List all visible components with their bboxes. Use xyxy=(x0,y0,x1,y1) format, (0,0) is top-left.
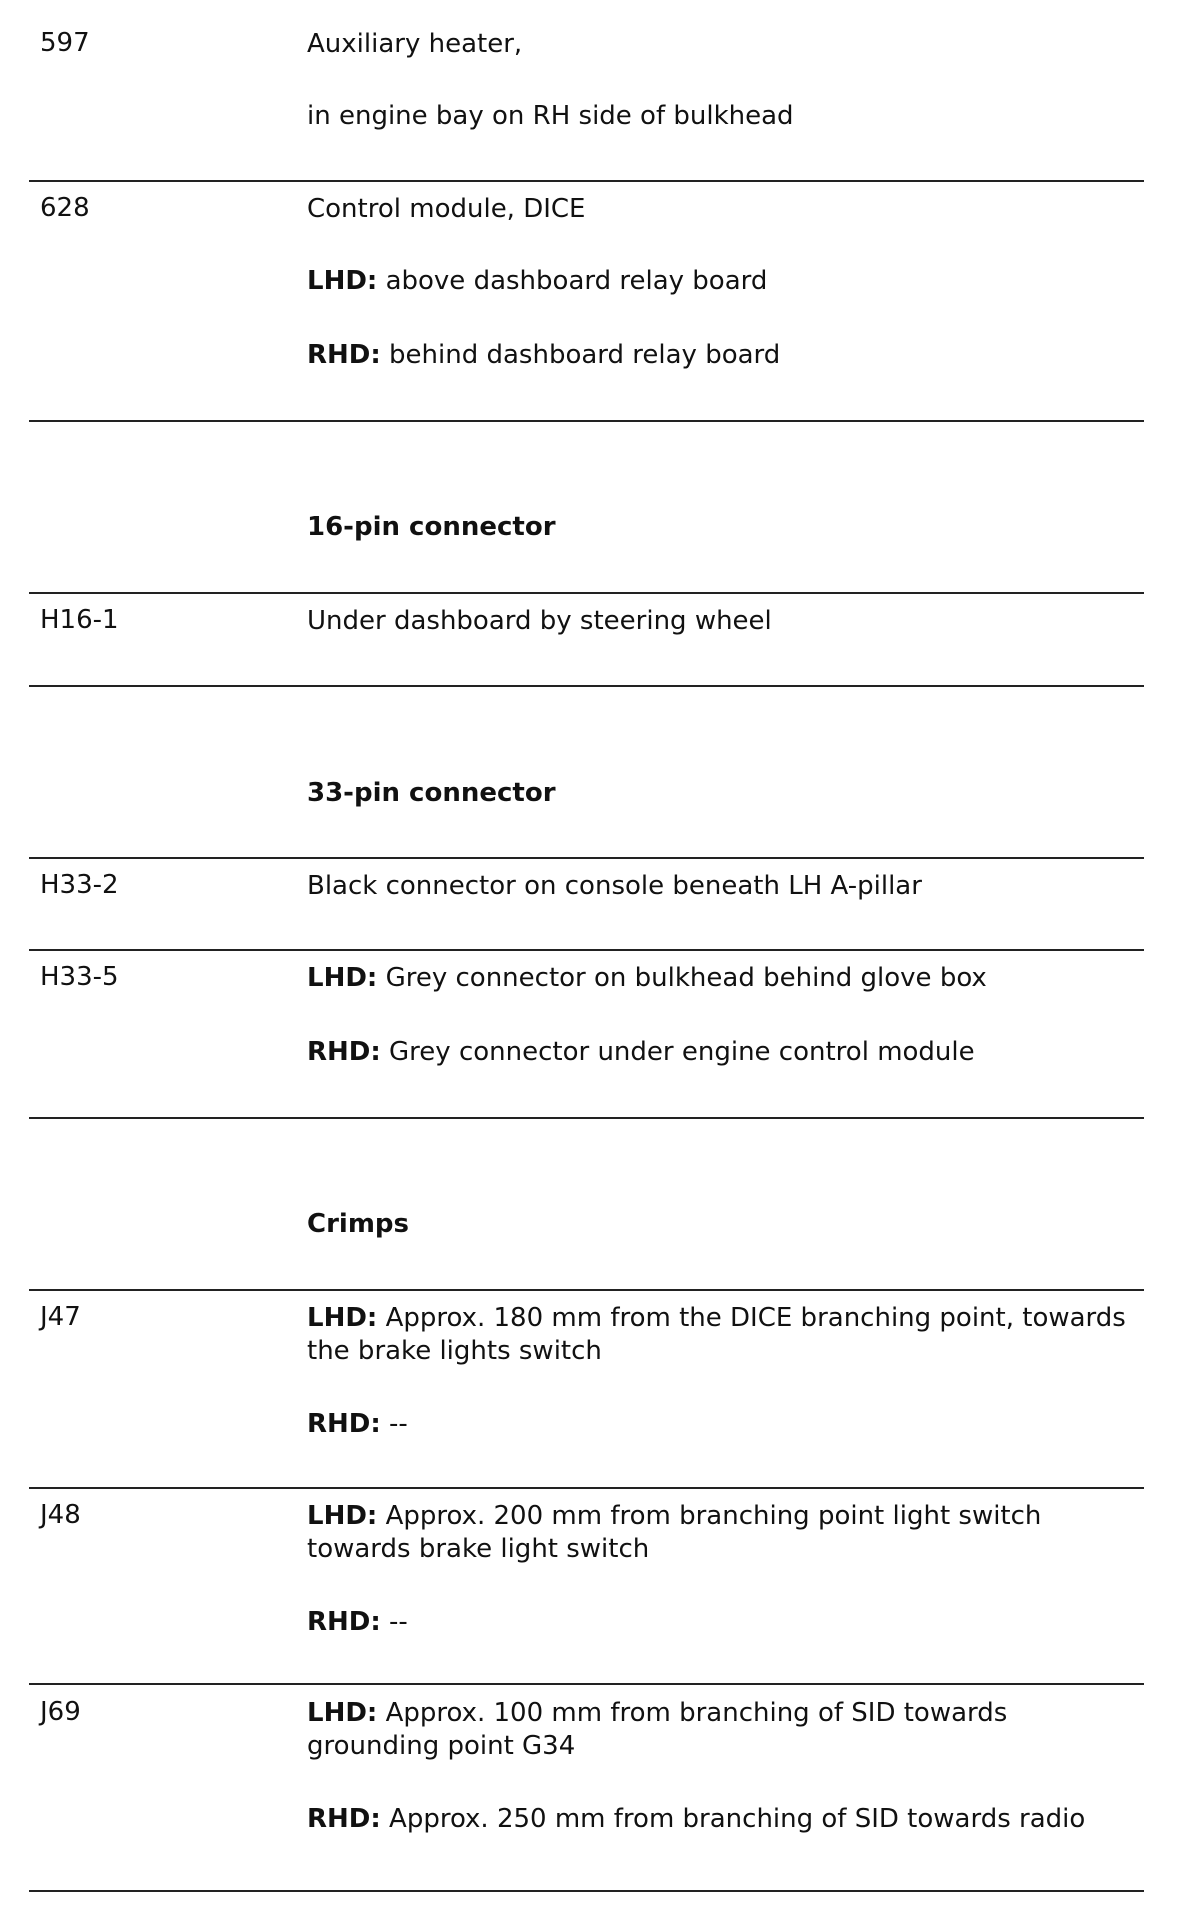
section-heading: Crimps xyxy=(307,1209,409,1239)
description-line: Black connector on console beneath LH A-pillar xyxy=(307,871,922,901)
section-heading: 33-pin connector xyxy=(307,778,556,808)
lhd-label: LHD: xyxy=(307,1698,378,1728)
rhd-text: Approx. 250 mm from branching of SID towards radio xyxy=(380,1804,1086,1834)
component-code: 628 xyxy=(40,193,90,223)
lhd-text: Approx. 180 mm from the DICE branching point, towards the brake lights switch xyxy=(307,1303,1126,1366)
rhd-line xyxy=(307,1803,1137,1836)
lhd-text: Approx. 200 mm from branching point light switch towards brake light switch xyxy=(307,1501,1042,1564)
rhd-label: RHD: xyxy=(307,1804,381,1834)
rhd-label: RHD: xyxy=(307,1037,381,1067)
divider xyxy=(29,180,1144,182)
divider xyxy=(29,420,1144,422)
rhd-label: RHD: xyxy=(307,340,381,370)
lhd-label: LHD: xyxy=(307,1303,378,1333)
rhd-label: RHD: xyxy=(307,1607,381,1637)
component-code: J69 xyxy=(40,1697,81,1727)
divider xyxy=(29,1487,1144,1489)
component-code: J48 xyxy=(40,1500,81,1530)
divider xyxy=(29,949,1144,951)
component-code: H16-1 xyxy=(40,605,119,635)
divider xyxy=(29,1117,1144,1119)
section-heading: 16-pin connector xyxy=(307,512,556,542)
divider xyxy=(29,685,1144,687)
component-code: J47 xyxy=(40,1302,81,1332)
divider xyxy=(29,1289,1144,1291)
lhd-text: Approx. 100 mm from branching of SID towards grounding point G34 xyxy=(307,1698,1008,1761)
rhd-line xyxy=(307,339,1137,372)
component-code: H33-5 xyxy=(40,962,119,992)
rhd-label: RHD: xyxy=(307,1409,381,1439)
divider xyxy=(29,592,1144,594)
description-line: Under dashboard by steering wheel xyxy=(307,606,772,636)
lhd-line xyxy=(307,1302,1137,1368)
rhd-line xyxy=(307,1036,1137,1069)
lhd-line xyxy=(307,1697,1137,1763)
lhd-text: above dashboard relay board xyxy=(377,266,768,296)
divider xyxy=(29,857,1144,859)
lhd-line xyxy=(307,962,1137,995)
rhd-text: Grey connector under engine control module xyxy=(380,1037,975,1067)
divider xyxy=(29,1890,1144,1892)
lhd-label: LHD: xyxy=(307,1501,378,1531)
rhd-text: -- xyxy=(380,1409,408,1439)
description-line: Auxiliary heater, xyxy=(307,29,523,59)
divider xyxy=(29,1683,1144,1685)
lhd-label: LHD: xyxy=(307,266,378,296)
rhd-line xyxy=(307,1606,1137,1639)
rhd-line xyxy=(307,1408,1137,1441)
description-line: Control module, DICE xyxy=(307,194,586,224)
description-line: in engine bay on RH side of bulkhead xyxy=(307,101,794,131)
lhd-label: LHD: xyxy=(307,963,378,993)
lhd-line xyxy=(307,265,1137,298)
lhd-text: Grey connector on bulkhead behind glove box xyxy=(377,963,987,993)
component-code: 597 xyxy=(40,28,90,58)
lhd-line xyxy=(307,1500,1137,1566)
rhd-text: -- xyxy=(380,1607,408,1637)
component-code: H33-2 xyxy=(40,870,119,900)
rhd-text: behind dashboard relay board xyxy=(380,340,781,370)
